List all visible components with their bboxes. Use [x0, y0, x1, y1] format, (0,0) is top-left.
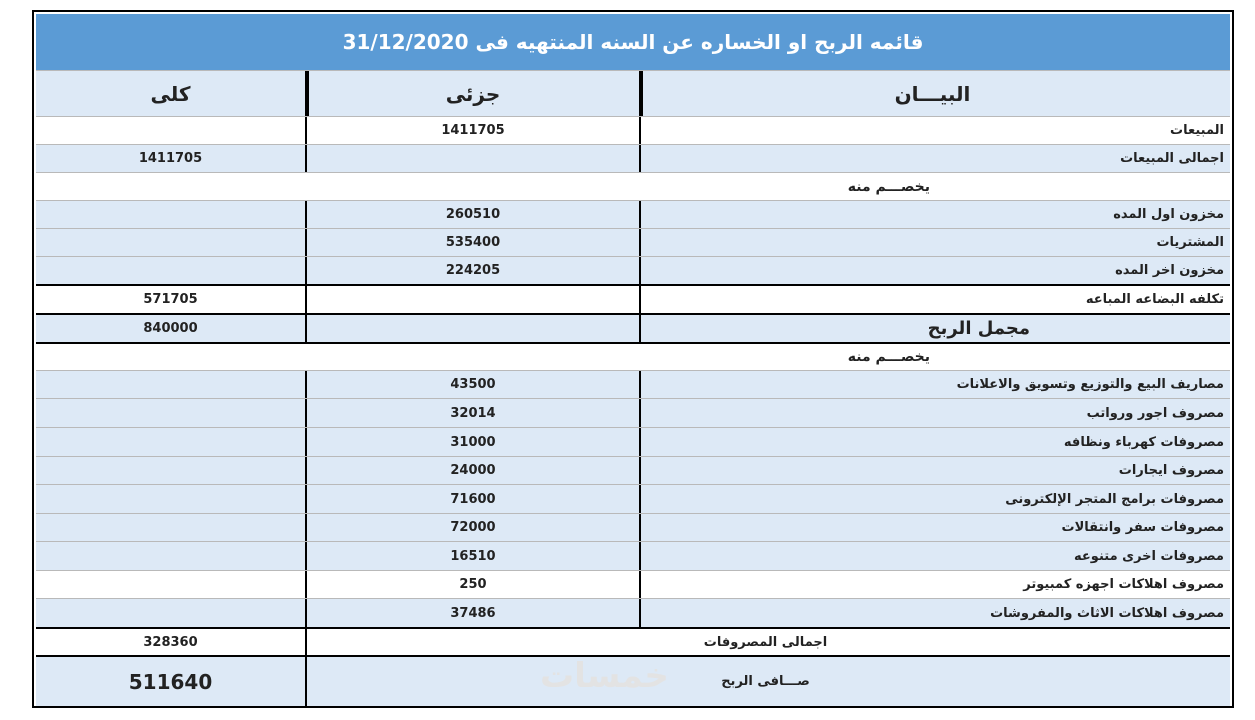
table-row: 260510 مخزون اول المده [36, 200, 1230, 228]
table-row: 72000 مصروفات سفر وانتقالات [36, 513, 1230, 541]
table-row: 224205 مخزون اخر المده [36, 256, 1230, 284]
table-row: 1411705 المبيعات [36, 116, 1230, 144]
section-row-deduct: يخصـــم منه [36, 342, 1230, 370]
table-header-row [36, 70, 1230, 116]
gross-profit-row: 840000 مجمل الربح [36, 313, 1230, 342]
table-row: 24000 مصروف ايجارات [36, 456, 1230, 484]
statement-title: قائمه الربح او الخساره عن السنه المنتهيه فى 31/12/2020 [36, 14, 1230, 70]
table-row: 250 مصروف اهلاكات اجهزه كمبيوتر [36, 570, 1230, 598]
total-expenses-row: 328360 اجمالى المصروفات [36, 627, 1230, 655]
table-row: 43500 مصاريف البيع والتوزيع وتسويق والاعلانات [36, 370, 1230, 398]
table-row: 1411705 اجمالى المبيعات [36, 144, 1230, 172]
table-row: 16510 مصروفات اخرى متنوعه [36, 541, 1230, 570]
income-statement-table [32, 10, 1234, 708]
table-row: 31000 مصروفات كهرباء ونظافه [36, 427, 1230, 456]
table-row: 37486 مصروف اهلاكات الاثاث والمفروشات [36, 598, 1230, 627]
watermark: خمسات [540, 656, 669, 696]
header-description: البيـــان [894, 81, 971, 106]
table-row: 32014 مصروف اجور ورواتب [36, 398, 1230, 427]
table-row: 535400 المشتريات [36, 228, 1230, 256]
table-row: 71600 مصروفات برامج المتجر الإلكترونى [36, 484, 1230, 513]
section-row-deduct: يخصـــم منه [36, 172, 1230, 200]
header-partial: جزئى [445, 81, 501, 106]
header-total: كلى [150, 81, 191, 106]
net-profit-row: 511640 صـــافى الربح [36, 655, 1230, 706]
table-row: 571705 تكلفه البضاعه المباعه [36, 284, 1230, 313]
